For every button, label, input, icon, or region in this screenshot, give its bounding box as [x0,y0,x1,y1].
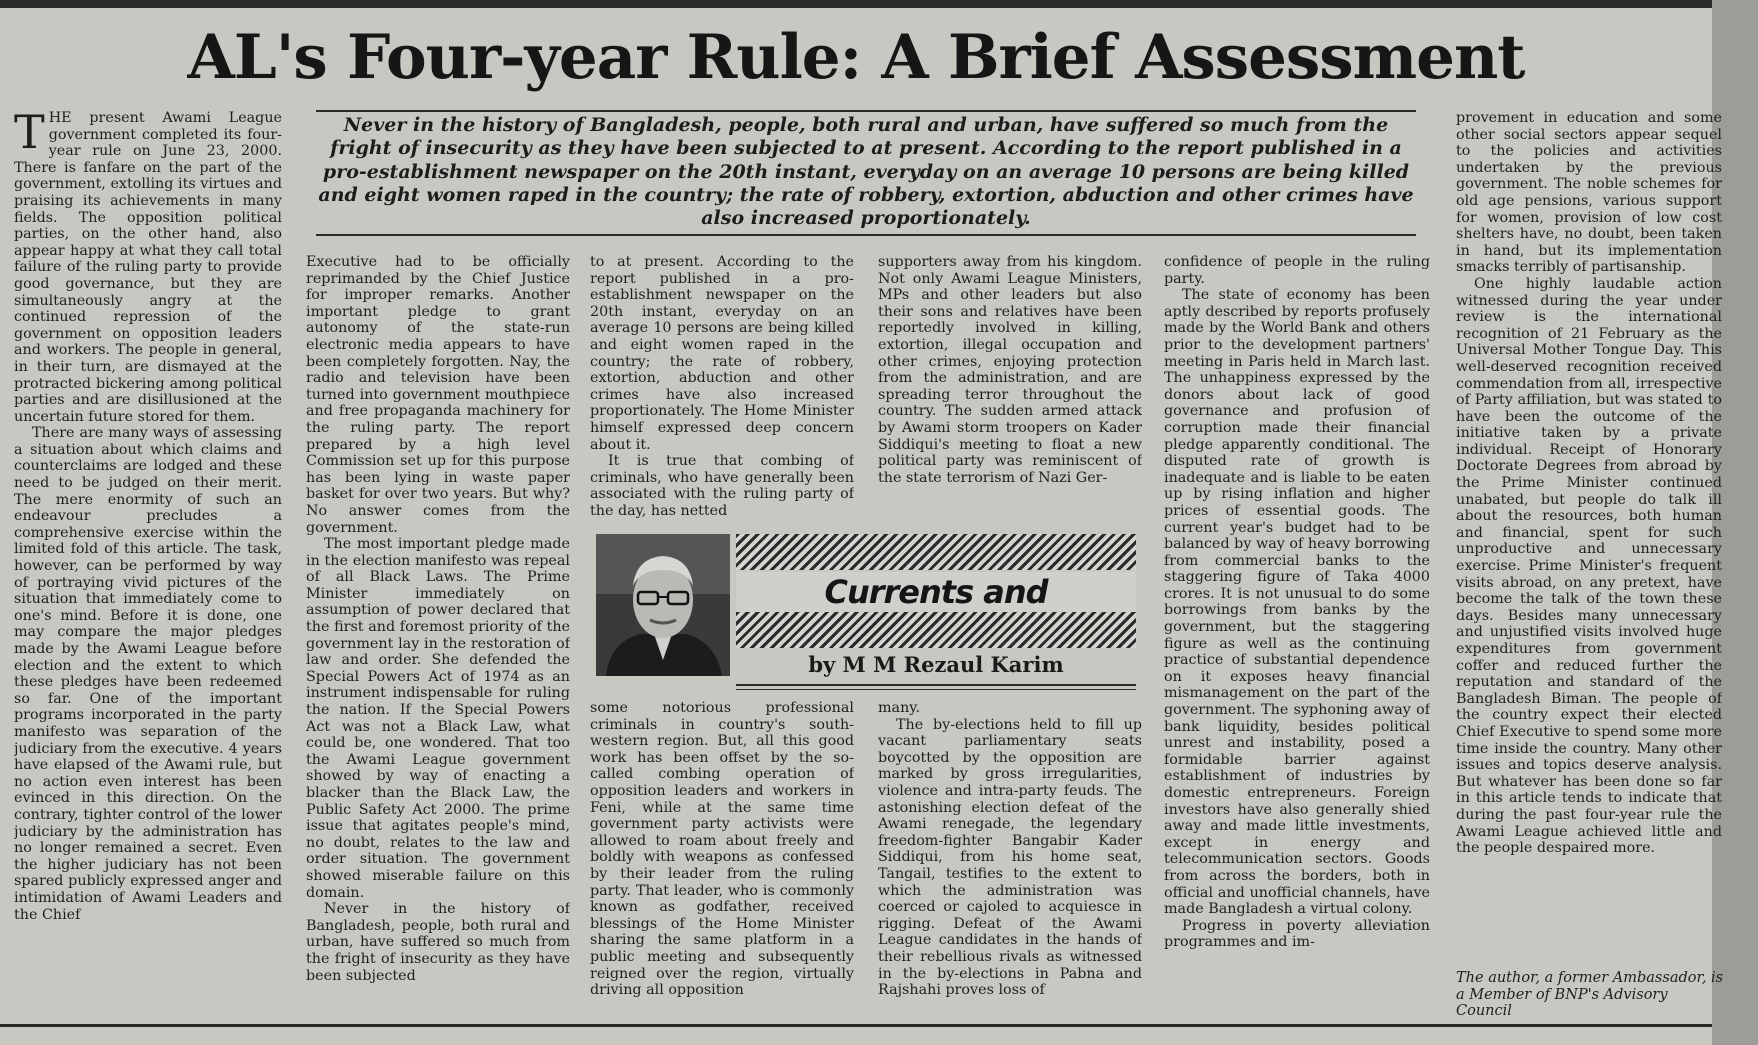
pull-quote-top-rule [316,110,1416,112]
article-column-5 [1164,254,1430,1020]
column-title: Currents and [736,572,1136,612]
column-1-paragraph-1: HE present Awami League government completed its four-year rule on June 23, 2000. There is fanfare on the part of the government, extolling its virtues and praising its achievements in many fields. The opposition political parties, on the other hand, also appear happy at what they call total failure of the ruling party to provide good governance, but they are simultaneously angry at the continued repression of the government on opposition leaders and workers. The people in general, in their turn, are dismayed at the protracted bickering among political parties and are disillusioned at the uncertain future stored for them. [14,110,282,425]
column-3-paragraph-2: It is true that combing of criminals, who have generally been associated with the ruling party of the day, has netted [590,453,854,519]
column-5-paragraph-3: Progress in poverty alleviation programmes and im- [1164,917,1430,951]
author-photo [596,534,730,676]
pull-quote: Never in the history of Bangladesh, people, both rural and urban, have suffered so much from the fright of insecurity as they have been subjected to at present. According to the report published in a pro-establishment newspaper on the 20th instant, everyday on an average 10 persons are being killed and eight women raped in the country; the rate of robbery, extortion, abduction and other crimes have also increased proportionately. [318,114,1414,230]
byline: by M M Rezaul Karim [808,652,1064,677]
page-bottom-rule [0,1024,1712,1027]
column-4-paragraph-1: supporters away from his kingdom. Not only Awami League Ministers, MPs and other leaders but also their sons and relatives have been reportedly involved in killing, extortion, illegal occupation and other crimes, enjoying protection from the administration, and are spreading terror throughout the country. The sudden armed attack by Awami storm troopers on Kader Siddiqui's meeting to float a new political party was reminiscent of the state terrorism of Nazi Ger- [878,254,1142,486]
article-column-2 [306,254,570,1020]
article-column-1 [14,110,282,1020]
article-column-3-top [590,254,854,520]
author-portrait-icon [596,534,730,676]
article-column-4-top [878,254,1142,520]
column-2-paragraph-1: Executive had to be officially reprimanded by the Chief Justice for improper remarks. Another important pledge to grant autonomy of the state-run electronic media appears to have been completely forgotten. Nay, the radio and television have been turned into government mouthpiece and free propaganda machinery for the ruling party. The report prepared by a high level Commission set up for this purpose has been lying in waste paper basket for over two years. But why? No answer comes from the government. [306,254,570,536]
column-2-paragraph-3: Never in the history of Bangladesh, people, both rural and urban, have suffered so much from the fright of insecurity as they have been subjected [306,901,570,984]
column-5-paragraph-1: confidence of people in the ruling party. [1164,254,1430,287]
column-6-paragraph-1: provement in education and some other social sectors appear sequel to the policies and activities undertaken by the previous government. The noble schemes for old age pensions, various support for women, provision of low cost shelters have, no doubt, been taken in hand, but its implementation smacks terribly of partisanship. [1456,110,1722,276]
column-box-top-hatch [736,534,1136,570]
page-top-edge [0,0,1758,8]
column-5-paragraph-2: The state of economy has been aptly described by reports profusely made by the World Bank and others prior to the development partners' meeting in Paris held in March last. The unhappiness expressed by the donors about lack of good governance and profusion of corruption made their financial pledge apparently conditional. The disputed rate of growth is inadequate and is liable to be eaten up by rising inflation and higher prices of essential goods. The current year's budget had to be balanced by way of heavy borrowing from commercial banks to the staggering figure of Taka 4000 crores. It is not unusual to do some borrowings from banks by the government, but the staggering figure as well as the continuing practice of substantial dependence on it exposes heavy financial mismanagement on the part of the government. The syphoning away of bank liquidity, besides political unrest and instability, posed a formidable barrier against establishment of industries by domestic entrepreneurs. Foreign investors have also generally shied away and made little investments, except in energy and telecommunication sectors. Goods from across the borders, both in official and unofficial channels, have made Bangladesh a virtual colony. [1164,287,1430,918]
drop-cap: T [14,110,45,159]
article-column-6 [1456,110,1722,962]
pull-quote-bottom-rule [316,234,1416,236]
byline-rule-2 [736,689,1136,690]
byline-rule [736,684,1136,686]
column-4-paragraph-2: many. [878,700,921,716]
column-3-paragraph-1: to at present. According to the report published in a pro-establishment newspaper on the 20th instant, everyday on an average 10 persons are being killed and eight women raped in the country; the rate of robbery, extortion, abduction and other crimes have also increased proportionately. The Home Minister himself expressed deep concern about it. [590,254,854,453]
column-6-paragraph-2: One highly laudable action witnessed during the year under review is the international recognition of 21 February as the Universal Mother Tongue Day. This well-deserved recognition received commendation from all, irrespective of Party affiliation, but was stated to have been the outcome of the initiative taken by a private individual. Receipt of Honorary Doctorate Degrees from abroad by the Prime Minister continued unabated, but people do talk ill about the resources, both human and financial, spent for such unproductive and unnecessary exercise. Prime Minister's frequent visits abroad, on any pretext, have become the talk of the town these days. Besides many unnecessary and unjustified visits involved huge expenditures from government coffer and reduced further the reputation and standard of the Bangladesh Biman. The people of the country expect their elected Chief Executive to spend some more time inside the country. Many other issues and topics deserve analysis. But whatever has been done so far in this article tends to indicate that during the past four-year rule the Awami League achieved little and the people despaired more. [1456,275,1722,857]
headline: AL's Four-year Rule: A Brief Assessment [187,22,1525,93]
column-1-paragraph-2: There are many ways of assessing a situation about which claims and counterclaims are lodged and these need to be judged on their merit. The mere enormity of such an endeavour precludes a comprehensive exercise within the limited fold of this article. The task, however, can be performed by way of portraying vivid pictures of the situation that immediately come to one's mind. Before it is done, one may compare the major pledges made by the Awami League before election and the extent to which these pledges have been redeemed so far. One of the important programs incorporated in the party manifesto was separation of the judiciary from the executive. 4 years have elapsed of the Awami rule, but no action even interest has been evinced in this direction. On the contrary, tighter control of the lower judiciary by the administration has no longer remained a secret. Even the higher judiciary has not been spared publicly expressed anger and intimidation of Awami Leaders and the Chief [14,425,282,923]
article-column-3-bottom [590,700,854,1020]
article-column-4-bottom [878,700,1142,1020]
author-note: The author, a former Ambassador, is a Member of BNP's Advisory Council [1456,970,1724,1019]
column-3-paragraph-3: some notorious professional criminals in country's south-western region. But, all this good work has been offset by the so-called combing operation of opposition leaders and workers in Feni, while at the same time government party activists were allowed to roam about freely and boldly with weapons as confessed by their leader from the ruling party. That leader, who is commonly known as godfather, received blessings of the Home Minister sharing the same platform in a public meeting and subsequently reigned over the region, virtually driving all opposition [590,700,854,999]
column-4-paragraph-3: The by-elections held to fill up vacant parliamentary seats boycotted by the opposition are marked by gross irregularities, violence and intra-party feuds. The astonishing election defeat of the Awami renegade, the legendary freedom-fighter Bangabir Kader Siddiqui, from his home seat, Tangail, testifies to the extent to which the administration was coerced or cajoled to acquiesce in rigging. Defeat of the Awami League candidates in the hands of their rebellious rivals as witnessed in the by-elections in Pabna and Rajshahi proves loss of [878,716,1142,999]
column-box-bottom-hatch [736,612,1136,648]
column-2-paragraph-2: The most important pledge made in the election manifesto was repeal of all Black Laws. The Prime Minister immediately on assumption of power declared that the first and foremost priority of the government lay in the restoration of law and order. She defended the Special Powers Act of 1974 as an instrument indispensable for ruling the nation. If the Special Powers Act was not a Black Law, what could be, one wondered. That too the Awami League government showed by way of enacting a blacker than the Black Law, the Public Safety Act 2000. The prime issue that agitates people's mind, no doubt, relates to the law and order situation. The government showed miserable failure on this domain. [306,536,570,901]
